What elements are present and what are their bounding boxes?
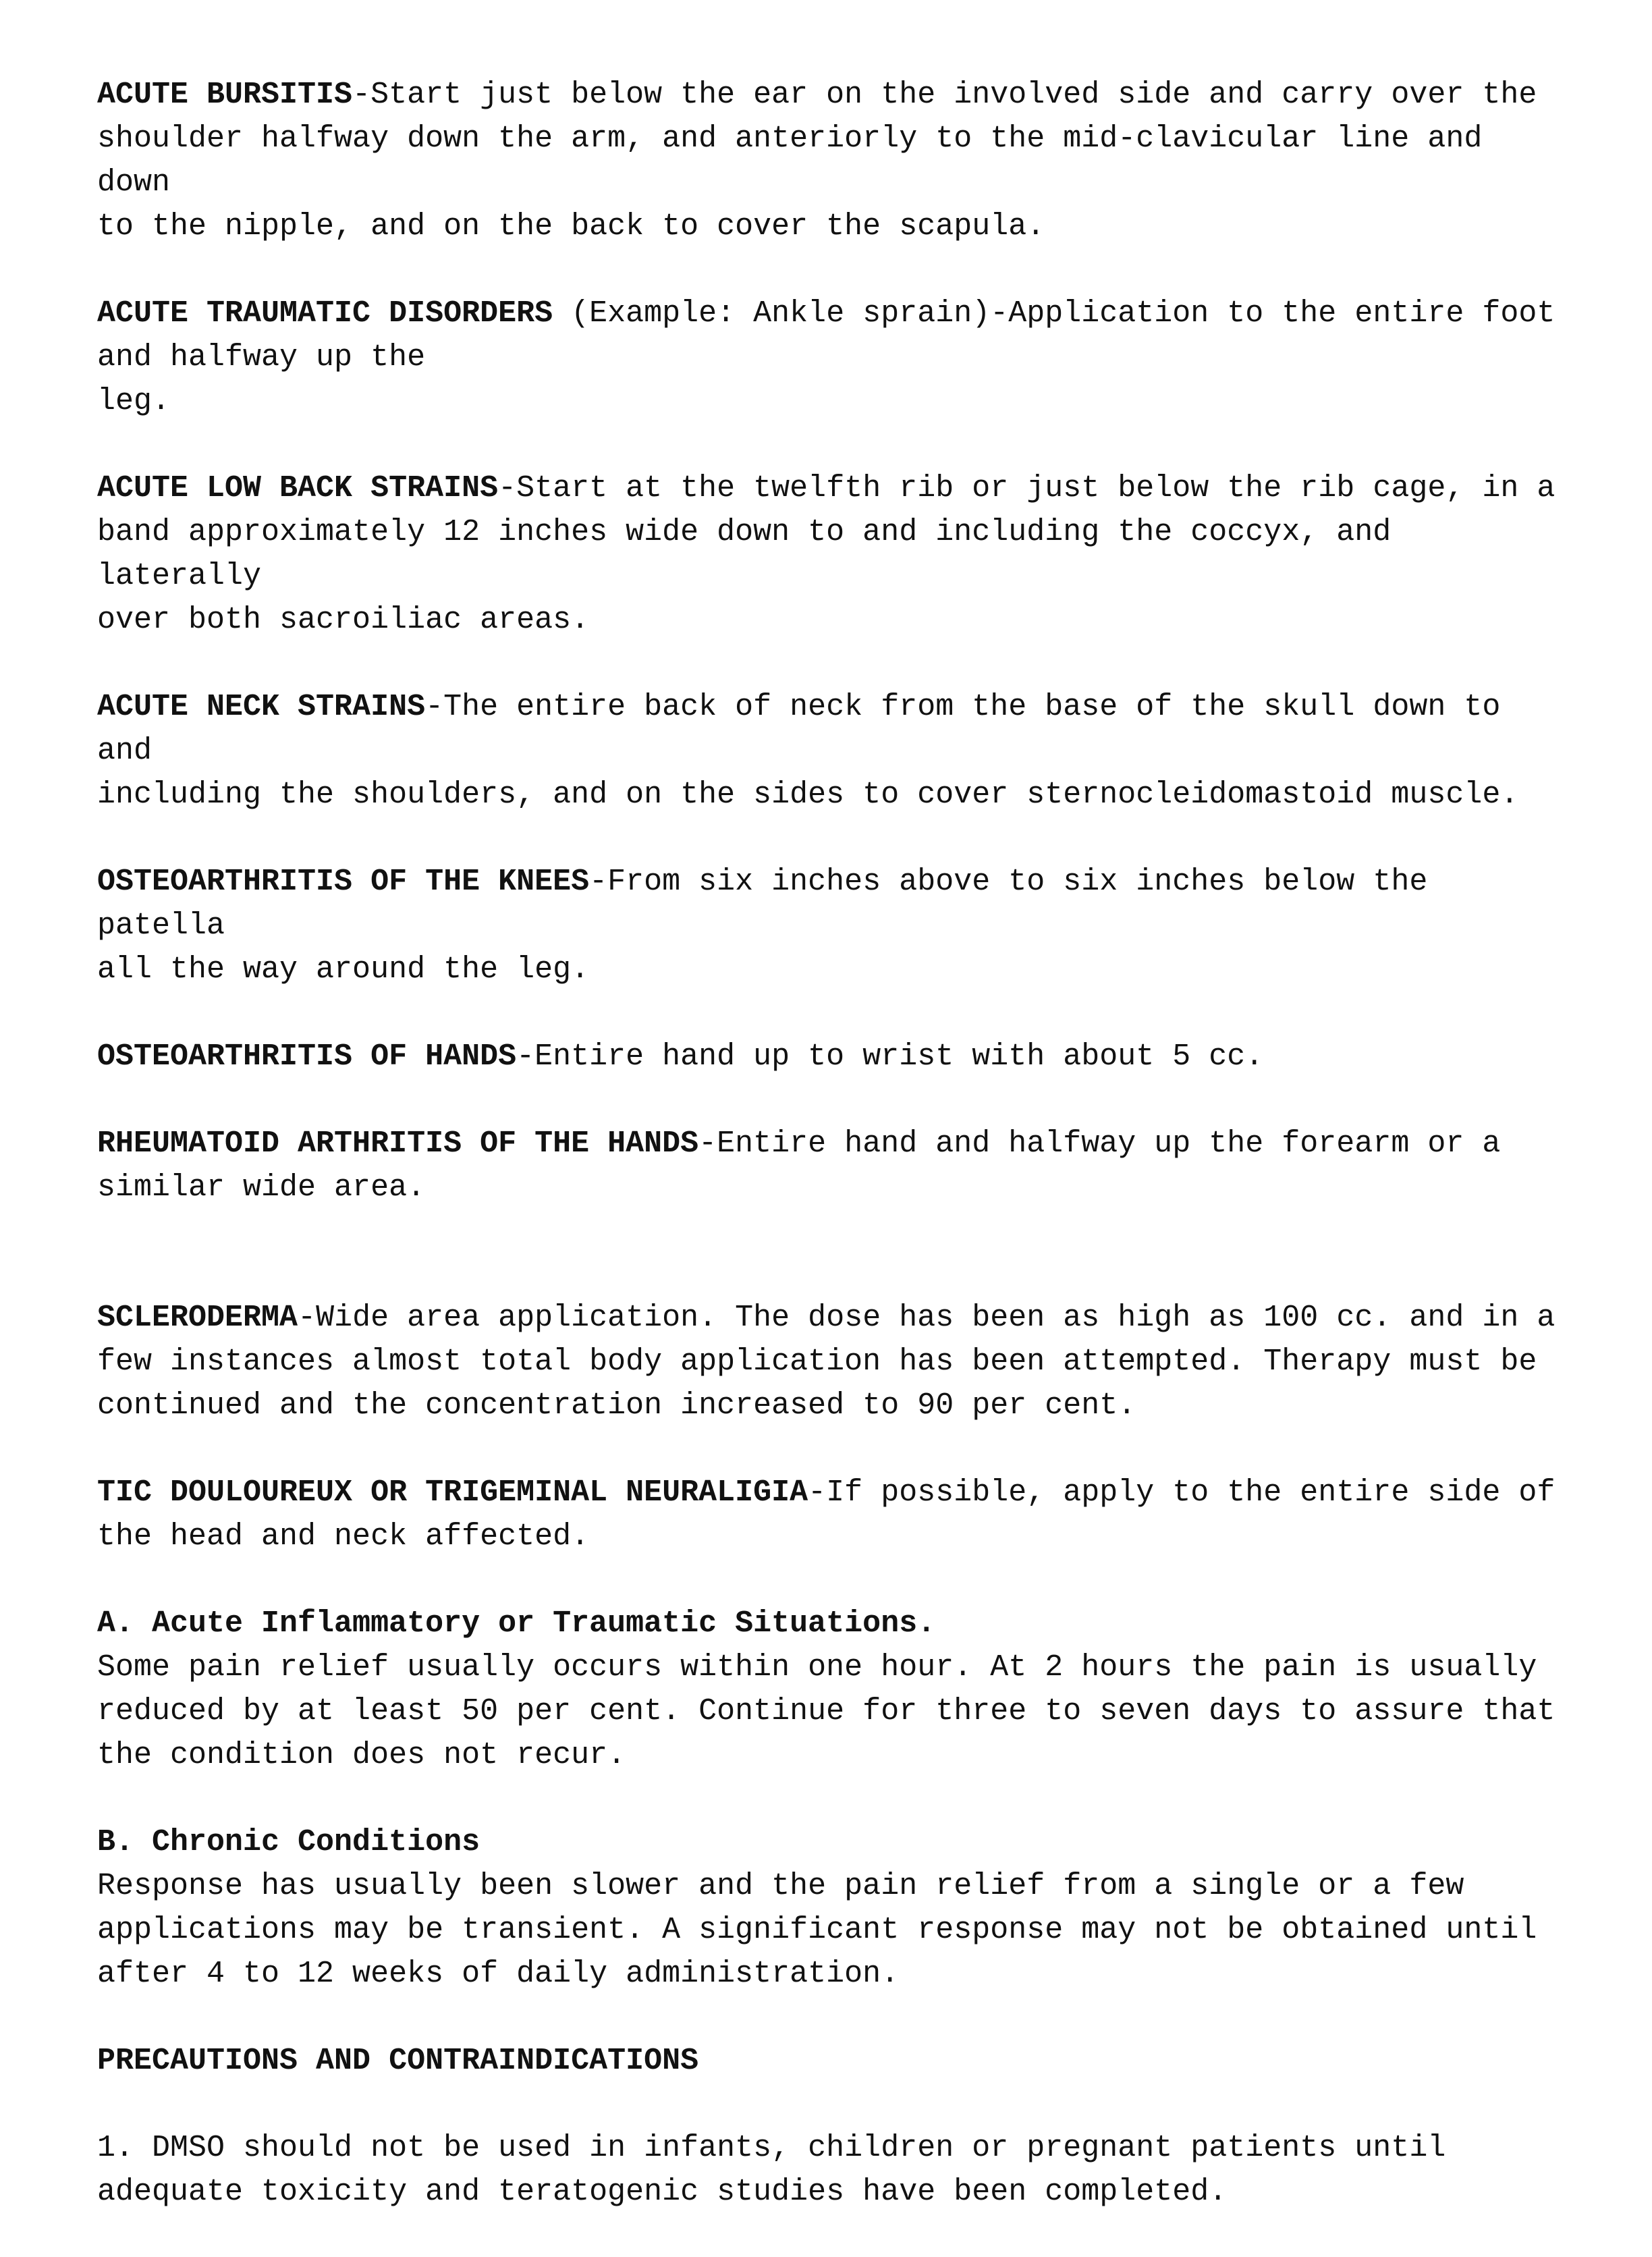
entry-term: ACUTE LOW BACK STRAINS (97, 471, 499, 506)
entry-text-line: over both sacroiliac areas. (97, 603, 590, 637)
entry-term: OSTEOARTHRITIS OF HANDS (97, 1039, 517, 1074)
entry-term: ACUTE NECK STRAINS (97, 690, 426, 724)
entry-text-line: shoulder halfway down the arm, and anteriorly to the mid-clavicular line and down (97, 121, 1483, 200)
entry-text-line: all the way around the leg. (97, 952, 590, 987)
entry-text-line: continued and the concentration increased to 90 per cent. (97, 1388, 1136, 1423)
entry-text-line: to the nipple, and on the back to cover the scapula. (97, 209, 1045, 244)
section-text-line: applications may be transient. A significant response may not be obtained until (97, 1913, 1537, 1947)
entry-text-line: the head and neck affected. (97, 1519, 590, 1554)
entry-text-line: -Entire hand and halfway up the forearm or a (698, 1126, 1501, 1161)
precautions-section (97, 2039, 1568, 2083)
entry-text-line: similar wide area. (97, 1170, 426, 1205)
section-heading: A. Acute Inflammatory or Traumatic Situations. (97, 1606, 936, 1641)
entry-text-line: few instances almost total body application has been attempted. Therapy must be (97, 1344, 1537, 1379)
entry-text-line: -Entire hand up to wrist with about 5 cc. (516, 1039, 1264, 1074)
entry-text-line: band approximately 12 inches wide down to and including the coccyx, and laterally (97, 515, 1392, 593)
section-acute-situations (97, 1602, 1568, 1777)
section-text-line: Response has usually been slower and the pain relief from a single or a few (97, 1869, 1464, 1903)
entry-osteoarthritis-knees (97, 860, 1568, 991)
entry-term: ACUTE BURSITIS (97, 78, 353, 112)
entry-text-line: -Start at the twelfth rib or just below the rib cage, in a (498, 471, 1555, 506)
entry-text-line: -The entire back of neck from the base of the skull down to and (97, 690, 1501, 768)
entry-term: ACUTE TRAUMATIC DISORDERS (97, 296, 553, 331)
entry-rheumatoid-arthritis-hands (97, 1122, 1568, 1209)
entry-text-line: (Example: Ankle sprain)-Application to the entire foot (553, 296, 1555, 331)
section-chronic-conditions (97, 1820, 1568, 1996)
entry-term: OSTEOARTHRITIS OF THE KNEES (97, 865, 590, 899)
entry-acute-traumatic-disorders (97, 292, 1568, 423)
entry-osteoarthritis-hands (97, 1035, 1568, 1079)
entry-text-line: -Start just below the ear on the involved side and carry over the (352, 78, 1537, 112)
section-text-line: after 4 to 12 weeks of daily administration. (97, 1957, 900, 1991)
precaution-text-line: adequate toxicity and teratogenic studies have been completed. (97, 2175, 1228, 2209)
entry-acute-low-back-strains (97, 466, 1568, 642)
entry-term: RHEUMATOID ARTHRITIS OF THE HANDS (97, 1126, 699, 1161)
entry-text-line: including the shoulders, and on the sides to cover sternocleidomastoid muscle. (97, 778, 1519, 812)
precaution-item (97, 2126, 1568, 2214)
entry-acute-bursitis (97, 73, 1568, 248)
entry-text-line: and halfway up the (97, 340, 426, 375)
entry-text-line: leg. (97, 384, 171, 418)
entry-term: TIC DOULOUREUX OR TRIGEMINAL NEURALIGIA (97, 1475, 808, 1510)
entry-tic-douloureux (97, 1471, 1568, 1558)
section-text-line: Some pain relief usually occurs within one hour. At 2 hours the pain is usually (97, 1650, 1537, 1685)
precaution-text-line: 1. DMSO should not be used in infants, children or pregnant patients until (97, 2131, 1446, 2165)
section-heading: B. Chronic Conditions (97, 1825, 480, 1859)
precautions-heading: PRECAUTIONS AND CONTRAINDICATIONS (97, 2044, 699, 2078)
entry-text-line: -From six inches above to six inches below the patella (97, 865, 1428, 943)
section-text-line: reduced by at least 50 per cent. Continue for three to seven days to assure that (97, 1694, 1555, 1729)
entry-acute-neck-strains (97, 685, 1568, 817)
document-page (97, 73, 1568, 2257)
entry-term: SCLERODERMA (97, 1301, 298, 1335)
entry-text-line: -Wide area application. The dose has been as high as 100 cc. and in a (298, 1301, 1555, 1335)
entry-text-line: -If possible, apply to the entire side of (808, 1475, 1555, 1510)
entry-scleroderma (97, 1296, 1568, 1427)
section-text-line: the condition does not recur. (97, 1738, 626, 1772)
